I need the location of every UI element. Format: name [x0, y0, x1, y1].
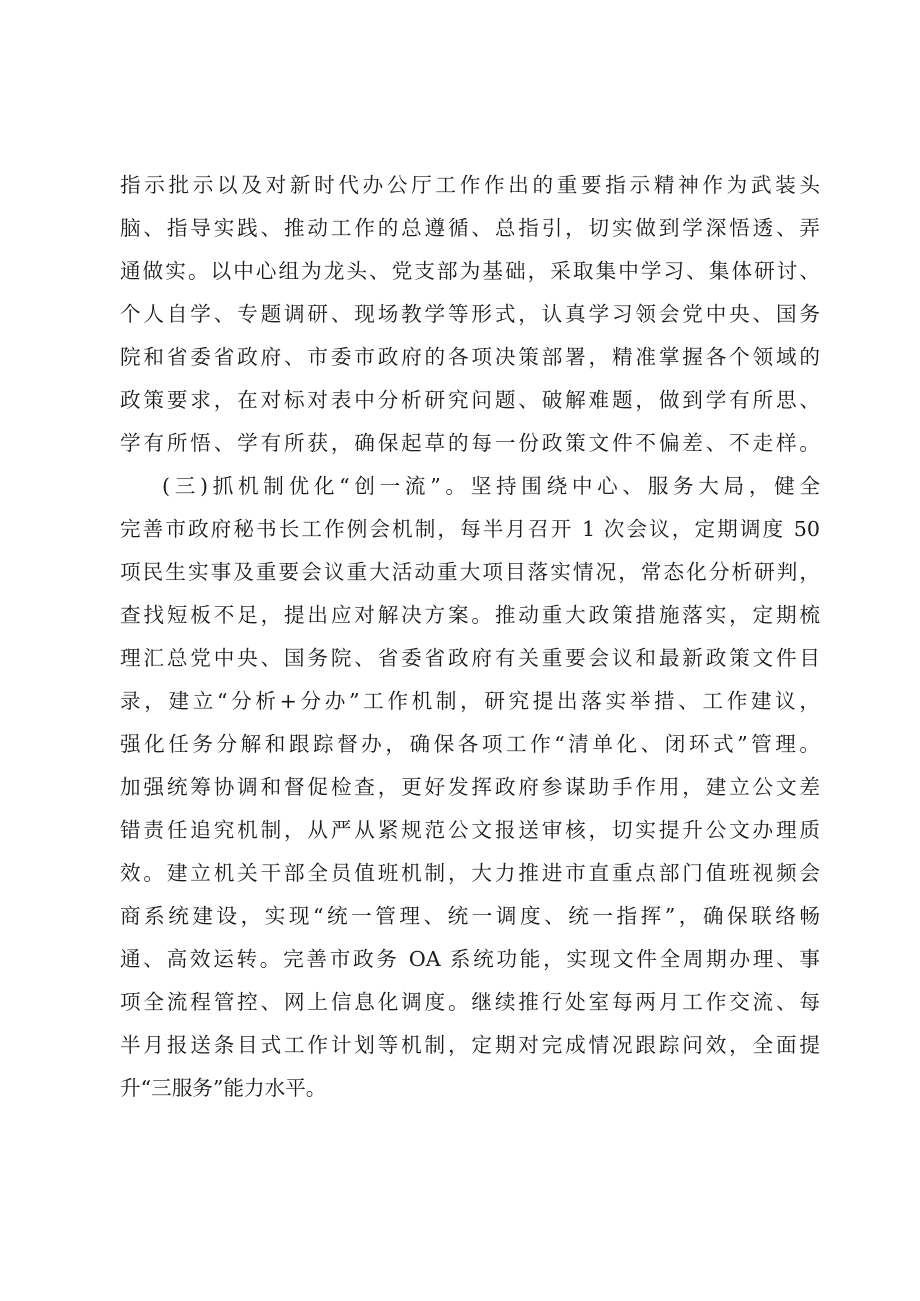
paragraph-2-line-9: 错责任追究机制，从严从紧规范公文报送审核，切实提升公文办理质: [120, 818, 820, 842]
paragraph-2-line-3: 项民生实事及重要会议重大活动重大项目落实情况，常态化分析研判，: [120, 560, 820, 584]
paragraph-2-line-8: 加强统筹协调和督促检查，更好发挥政府参谋助手作用，建立公文差: [120, 775, 820, 799]
paragraph-2-line-13: 项全流程管控、网上信息化调度。继续推行处室每两月工作交流、每: [120, 990, 820, 1014]
paragraph-1-line-4: 个人自学、专题调研、现场教学等形式，认真学习领会党中央、国务: [120, 302, 820, 326]
paragraph-2-line-5: 理汇总党中央、国务院、省委省政府有关重要会议和最新政策文件目: [120, 646, 820, 670]
paragraph-2-line-12: 通、高效运转。完善市政务 OA 系统功能，实现文件全周期办理、事: [120, 947, 820, 971]
paragraph-2-line-10: 效。建立机关干部全员值班机制，大力推进市直重点部门值班视频会: [120, 861, 820, 885]
paragraph-1-line-5: 院和省委省政府、市委市政府的各项决策部署，精准掌握各个领域的: [120, 345, 820, 369]
paragraph-2-line-4: 查找短板不足，提出应对解决方案。推动重大政策措施落实，定期梳: [120, 603, 820, 627]
paragraph-2-line-15: 升“三服务”能力水平。: [120, 1076, 327, 1100]
paragraph-1-line-2: 脑、指导实践、推动工作的总遵循、总指引，切实做到学深悟透、弄: [120, 216, 820, 240]
paragraph-1-line-1: 指示批示以及对新时代办公厅工作作出的重要指示精神作为武装头: [120, 173, 820, 197]
paragraph-2-line-7: 强化任务分解和跟踪督办，确保各项工作“清单化、闭环式”管理。: [120, 732, 820, 756]
paragraph-1-line-6: 政策要求，在对标对表中分析研究问题、破解难题，做到学有所思、: [120, 388, 820, 412]
paragraph-1-line-7: 学有所悟、学有所获，确保起草的每一份政策文件不偏差、不走样。: [120, 431, 820, 455]
paragraph-2-line-6: 录，建立“分析+分办”工作机制，研究提出落实举措、工作建议，: [120, 689, 820, 713]
paragraph-1-line-3: 通做实。以中心组为龙头、党支部为基础，采取集中学习、集体研讨、: [120, 259, 820, 283]
paragraph-2-heading-line: (三)抓机制优化“创一流”。坚持围绕中心、服务大局，健全: [162, 474, 820, 498]
paragraph-2-line-11: 商系统建设，实现“统一管理、统一调度、统一指挥”，确保联络畅: [120, 904, 820, 928]
paragraph-2-line-2: 完善市政府秘书长工作例会机制，每半月召开 1 次会议，定期调度 50: [120, 517, 820, 541]
paragraph-2-line-14: 半月报送条目式工作计划等机制，定期对完成情况跟踪问效，全面提: [120, 1033, 820, 1057]
